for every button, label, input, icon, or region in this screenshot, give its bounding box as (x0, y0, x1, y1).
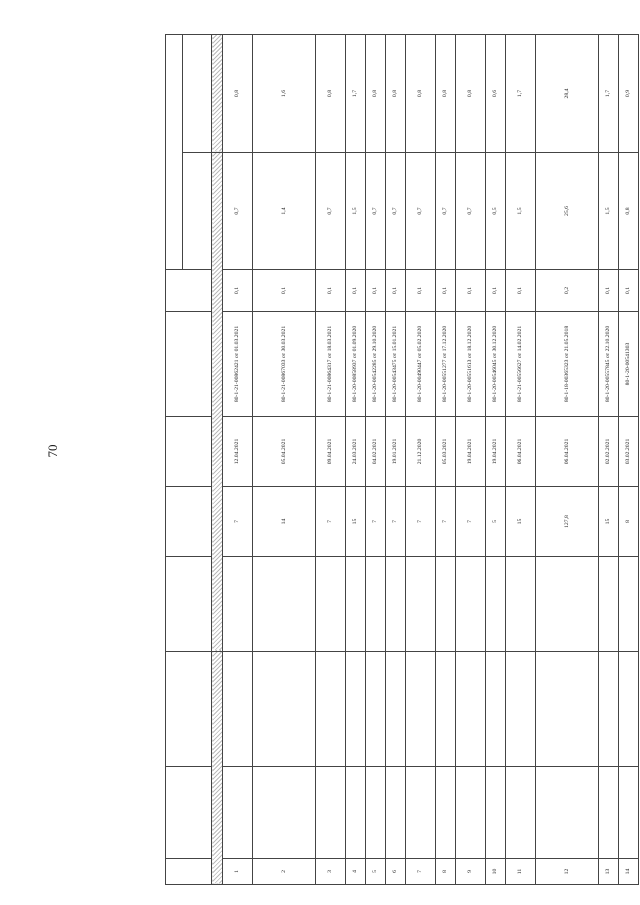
requisites-cell: 80-1-21-00867033 от 30.03.2021 (253, 312, 316, 417)
kva-cell: 1,6 (253, 35, 316, 153)
applicant-cell (619, 767, 639, 859)
date-cell: 21.12.2020 (406, 417, 436, 487)
measures-cell (346, 557, 366, 652)
requisites-cell: 80-1-20-00551277 от 17.12.2020 (436, 312, 456, 417)
kva-cell: 0,8 (316, 35, 346, 153)
measures-cell (619, 557, 639, 652)
requisites-cell: 80-1-18-00365323 от 21.05.2018 (536, 312, 599, 417)
header-kw (183, 153, 212, 270)
page-title (99, 22, 117, 882)
kw-cell: 0,7 (406, 153, 436, 270)
table-row (386, 35, 406, 885)
measures-cell (223, 557, 253, 652)
row-number: 2 (253, 859, 316, 885)
kw-cell: 25,6 (536, 153, 599, 270)
header-num (166, 859, 212, 885)
k-cell: 0,1 (436, 270, 456, 312)
date-cell: 19.01.2021 (386, 417, 406, 487)
power-cell: 7 (456, 487, 486, 557)
header-power (166, 487, 212, 557)
applicant-cell (366, 767, 386, 859)
section-title (212, 652, 223, 885)
kw-cell: 0,5 (486, 153, 506, 270)
kw-cell: 0,7 (366, 153, 386, 270)
device-cell (619, 652, 639, 767)
measures-cell (436, 557, 456, 652)
power-cell: 5 (486, 487, 506, 557)
k-cell: 0,1 (366, 270, 386, 312)
date-cell: 06.04.2021 (536, 417, 599, 487)
kva-cell: 0,6 (486, 35, 506, 153)
measures-cell (456, 557, 486, 652)
device-cell (253, 652, 316, 767)
power-cell: 15 (506, 487, 536, 557)
date-cell: 05.04.2021 (253, 417, 316, 487)
row-number: 10 (486, 859, 506, 885)
measures-cell (486, 557, 506, 652)
kva-cell: 0,8 (223, 35, 253, 153)
k-cell: 0,1 (456, 270, 486, 312)
applicant-cell (536, 767, 599, 859)
kw-cell: 1,5 (506, 153, 536, 270)
requisites-cell: 80-1-20-00546045 от 30.12.2020 (486, 312, 506, 417)
page-number: 70 (45, 444, 60, 458)
row-number: 11 (506, 859, 536, 885)
date-cell: 06.04.2021 (506, 417, 536, 487)
kw-cell: 0,7 (386, 153, 406, 270)
contracts-table (165, 34, 639, 885)
device-cell (506, 652, 536, 767)
table-row (223, 35, 253, 885)
measures-cell (386, 557, 406, 652)
row-number: 7 (406, 859, 436, 885)
date-cell: 24.03.2021 (346, 417, 366, 487)
header-applicant (166, 767, 212, 859)
date-cell: 09.04.2021 (316, 417, 346, 487)
date-cell: 19.04.2021 (456, 417, 486, 487)
table-row (436, 35, 456, 885)
measures-cell (316, 557, 346, 652)
k-cell: 0,1 (599, 270, 619, 312)
device-cell (436, 652, 456, 767)
power-cell: 14 (253, 487, 316, 557)
applicant-cell (316, 767, 346, 859)
kw-cell: 1,5 (346, 153, 366, 270)
k-cell: 0,1 (316, 270, 346, 312)
measures-cell (536, 557, 599, 652)
power-cell: 15 (346, 487, 366, 557)
kw-cell: 1,4 (253, 153, 316, 270)
device-cell (406, 652, 436, 767)
measures-cell (253, 557, 316, 652)
kva-cell: 1,7 (506, 35, 536, 153)
table-row (406, 35, 436, 885)
kva-cell: 0,8 (456, 35, 486, 153)
device-cell (223, 652, 253, 767)
device-cell (346, 652, 366, 767)
applicant-cell (386, 767, 406, 859)
table-row (599, 35, 619, 885)
applicant-cell (346, 767, 366, 859)
requisites-cell: 80-1-20-00541303 (619, 312, 639, 417)
row-number: 4 (346, 859, 366, 885)
kva-cell: 0,9 (619, 35, 639, 153)
table-row (456, 35, 486, 885)
table-row (486, 35, 506, 885)
k-cell: 0,1 (506, 270, 536, 312)
power-cell: 7 (436, 487, 456, 557)
header-measures (166, 557, 212, 652)
kva-cell: 28,4 (536, 35, 599, 153)
measures-cell (406, 557, 436, 652)
table-row (536, 35, 599, 885)
kva-cell: 0,8 (406, 35, 436, 153)
table-row (346, 35, 366, 885)
kw-cell: 0,7 (223, 153, 253, 270)
table-row (619, 35, 639, 885)
applicant-cell (599, 767, 619, 859)
requisites-cell: 80-1-21-00556627 от 14.02.2021 (506, 312, 536, 417)
kva-cell: 1,7 (599, 35, 619, 153)
table-row (316, 35, 346, 885)
kva-cell: 1,7 (346, 35, 366, 153)
k-cell: 0,2 (536, 270, 599, 312)
row-number: 13 (599, 859, 619, 885)
requisites-cell: 80-1-21-00862421 от 01.03.2021 (223, 312, 253, 417)
header-kva (183, 35, 212, 153)
device-cell (456, 652, 486, 767)
applicant-cell (406, 767, 436, 859)
kw-cell: 0,8 (619, 153, 639, 270)
section-acts-label (212, 35, 223, 153)
applicant-cell (223, 767, 253, 859)
row-number: 6 (386, 859, 406, 885)
measures-cell (599, 557, 619, 652)
k-cell: 0,1 (486, 270, 506, 312)
header-k (166, 270, 212, 312)
requisites-cell: 80-1-20-00551613 от 18.12.2020 (456, 312, 486, 417)
power-cell: 7 (223, 487, 253, 557)
device-cell (599, 652, 619, 767)
requisites-cell: 80-1-20-00858937 от 01.09.2020 (346, 312, 366, 417)
applicant-cell (506, 767, 536, 859)
date-cell: 04.02.2021 (366, 417, 386, 487)
table-body (212, 35, 639, 885)
power-cell: 127,8 (536, 487, 599, 557)
kw-cell: 0,7 (316, 153, 346, 270)
k-cell: 0,1 (253, 270, 316, 312)
power-cell: 7 (406, 487, 436, 557)
k-cell: 0,1 (619, 270, 639, 312)
applicant-cell (456, 767, 486, 859)
row-number: 1 (223, 859, 253, 885)
measures-cell (506, 557, 536, 652)
measures-cell (366, 557, 386, 652)
rotated-table-container (165, 35, 635, 885)
k-cell: 0,1 (406, 270, 436, 312)
date-cell: 19.04.2021 (486, 417, 506, 487)
power-cell: 7 (386, 487, 406, 557)
kw-cell: 0,7 (436, 153, 456, 270)
date-cell: 05.03.2021 (436, 417, 456, 487)
kva-cell: 0,8 (366, 35, 386, 153)
k-cell: 0,1 (346, 270, 366, 312)
header-date (166, 417, 212, 487)
row-number: 14 (619, 859, 639, 885)
requisites-cell: 80-1-20-00542285 от 29.10.2020 (366, 312, 386, 417)
kw-cell: 0,7 (456, 153, 486, 270)
power-cell: 15 (599, 487, 619, 557)
row-number: 12 (536, 859, 599, 885)
requisites-cell: 80-1-21-00864317 от 18.03.2021 (316, 312, 346, 417)
requisites-cell: 80-1-20-00490447 от 05.02.2020 (406, 312, 436, 417)
device-cell (316, 652, 346, 767)
device-cell (386, 652, 406, 767)
requisites-cell: 80-1-20-00557845 от 22.10.2020 (599, 312, 619, 417)
kva-cell: 0,8 (436, 35, 456, 153)
power-cell: 7 (366, 487, 386, 557)
applicant-cell (486, 767, 506, 859)
power-cell: 8 (619, 487, 639, 557)
table-row (253, 35, 316, 885)
kw-cell: 1,5 (599, 153, 619, 270)
date-cell: 03.02.2021 (619, 417, 639, 487)
k-cell: 0,1 (223, 270, 253, 312)
row-number: 9 (456, 859, 486, 885)
device-cell (536, 652, 599, 767)
row-number: 5 (366, 859, 386, 885)
kva-cell: 0,8 (386, 35, 406, 153)
device-cell (486, 652, 506, 767)
applicant-cell (253, 767, 316, 859)
date-cell: 02.02.2021 (599, 417, 619, 487)
header-calc-group (166, 35, 183, 270)
header-device (166, 652, 212, 767)
table-row (506, 35, 536, 885)
date-cell: 12.04.2021 (223, 417, 253, 487)
device-cell (366, 652, 386, 767)
k-cell: 0,1 (386, 270, 406, 312)
row-number: 8 (436, 859, 456, 885)
applicant-cell (436, 767, 456, 859)
row-number: 3 (316, 859, 346, 885)
power-cell: 7 (316, 487, 346, 557)
requisites-cell: 80-1-20-00543475 от 15.01.2021 (386, 312, 406, 417)
section-row (212, 35, 223, 885)
header-requisites (166, 312, 212, 417)
table-row (366, 35, 386, 885)
